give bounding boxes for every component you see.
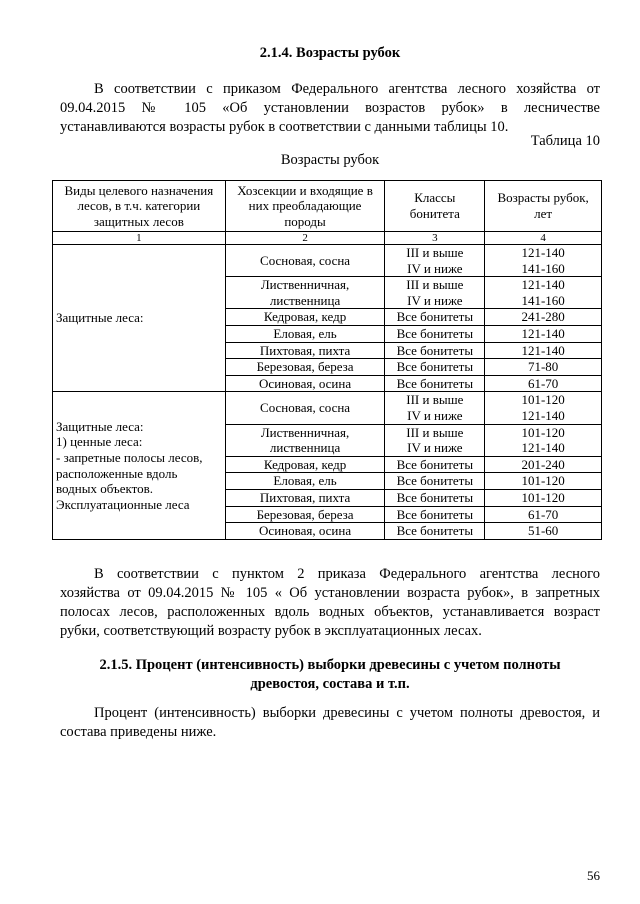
table-row — [53, 245, 602, 277]
col-number: 3 — [385, 232, 485, 245]
class-cell-line: Все бонитеты — [396, 456, 474, 472]
header-section: Хозсекции и входящие в них преобладающие породы — [225, 181, 385, 232]
age-cell-line: 101-120 — [521, 473, 565, 489]
section-cell-line: Пихтовая, пихта — [259, 489, 351, 505]
section-cell — [225, 489, 385, 506]
class-cell — [385, 424, 485, 456]
purpose-cell — [53, 245, 226, 392]
class-cell — [385, 473, 485, 490]
age-cell-line: 121-140 — [521, 407, 565, 423]
section-cell-line: Березовая, береза — [256, 359, 354, 375]
section-cell — [225, 277, 385, 309]
table-header-row — [53, 181, 602, 232]
intro-line: В соответствии с приказом Федерального агентства лесного хозяйства от — [94, 81, 600, 97]
class-cell-line: Все бонитеты — [396, 506, 474, 522]
class-cell-line: III и выше — [406, 392, 464, 408]
class-cell-line: IV и ниже — [407, 292, 463, 308]
purpose-line: Защитные леса: — [56, 418, 144, 434]
section-cell — [225, 375, 385, 392]
section-cell — [225, 245, 385, 277]
class-cell — [385, 359, 485, 376]
purpose-line: 1) ценные леса: — [56, 434, 143, 450]
age-cell-line: 141-160 — [521, 260, 565, 276]
section-cell-line: лиственница — [269, 292, 341, 308]
intro-line: устанавливаются возрасты рубок в соответствии с данными таблицы 10. — [60, 119, 509, 135]
class-cell — [385, 489, 485, 506]
section-cell — [225, 473, 385, 490]
age-cell-line: 121-140 — [521, 440, 565, 456]
class-cell-line: III и выше — [406, 424, 464, 440]
section-cell-line: Сосновая, сосна — [260, 252, 351, 268]
age-cell-line: 121-140 — [521, 325, 565, 341]
age-cell-line: 61-70 — [527, 375, 559, 391]
section-cell-line: Кедровая, кедр — [263, 456, 347, 472]
section-2-1-5-line: Процент (интенсивность) выборки древесины с учетом полноты древостоя, и — [94, 705, 600, 721]
purpose-line: водных объектов. — [56, 481, 154, 497]
age-cell — [485, 392, 602, 424]
class-cell-line: III и выше — [406, 277, 464, 293]
class-cell — [385, 309, 485, 326]
class-cell — [385, 325, 485, 342]
class-cell — [385, 277, 485, 309]
intro-line: 09.04.2015 № 105 «Об установлении возрастов рубок» в лесничестве — [60, 100, 600, 116]
age-cell-line: 121-140 — [521, 277, 565, 293]
section-cell — [225, 342, 385, 359]
section-title-line: 2.1.5. Процент (интенсивность) выборки древесины с учетом полноты — [99, 657, 561, 673]
section-cell-line: Лиственничная, — [260, 277, 350, 293]
purpose-line: - запретные полосы лесов, — [56, 449, 203, 465]
section-cell — [225, 506, 385, 523]
class-cell — [385, 456, 485, 473]
section-cell — [225, 456, 385, 473]
class-cell-line: Все бонитеты — [396, 523, 474, 539]
section-cell — [225, 424, 385, 456]
age-cell — [485, 523, 602, 540]
age-cell — [485, 506, 602, 523]
class-cell — [385, 342, 485, 359]
class-cell — [385, 523, 485, 540]
post-table-line: В соответствии с пунктом 2 приказа Федерального агентства лесного — [94, 566, 600, 582]
section-cell-line: Осиновая, осина — [259, 375, 352, 391]
section-cell — [225, 523, 385, 540]
header-age: Возрасты рубок, лет — [485, 181, 602, 232]
section-title-2-1-5 — [60, 656, 600, 694]
age-cell — [485, 342, 602, 359]
column-number-row — [53, 232, 602, 245]
post-table-line: полосах лесов, расположенных вдоль водных объектов, устанавливается возраст — [60, 604, 600, 620]
class-cell-line: Все бонитеты — [396, 359, 474, 375]
age-cell-line: 201-240 — [521, 456, 565, 472]
purpose-line: расположенные вдоль — [56, 465, 178, 481]
age-cell — [485, 359, 602, 376]
section-cell-line: Осиновая, осина — [259, 523, 352, 539]
age-cell — [485, 375, 602, 392]
age-cell-line: 141-160 — [521, 292, 565, 308]
section-cell-line: Еловая, ель — [273, 325, 337, 341]
table-row — [53, 392, 602, 424]
age-cell-line: 71-80 — [527, 359, 559, 375]
section-cell-line: Березовая, береза — [256, 506, 354, 522]
intro-paragraph — [60, 80, 600, 137]
post-table-line: хозяйства от 09.04.2015 № 105 « Об установлении возраста рубок», в запретных — [60, 585, 600, 601]
header-class: Классы бонитета — [385, 181, 485, 232]
age-cell-line: 101-120 — [521, 392, 565, 408]
age-cell-line: 101-120 — [521, 489, 565, 505]
class-cell-line: Все бонитеты — [396, 325, 474, 341]
class-cell-line: Все бонитеты — [396, 375, 474, 391]
page-number: 56 — [587, 868, 600, 883]
age-cell-line: 241-280 — [521, 309, 565, 325]
section-cell-line: Кедровая, кедр — [263, 309, 347, 325]
class-cell-line: Все бонитеты — [396, 489, 474, 505]
age-cell-line: 61-70 — [527, 506, 559, 522]
cutting-ages-table — [52, 180, 602, 540]
section-cell — [225, 392, 385, 424]
class-cell-line: III и выше — [406, 245, 464, 260]
section-title-2-1-4: 2.1.4. Возрасты рубок — [259, 45, 401, 61]
post-table-paragraph — [60, 565, 600, 641]
table-number: Таблица 10 — [530, 133, 600, 149]
post-table-line: рубки, соответствующий возрасту рубок в эксплуатационных лесах. — [60, 623, 482, 639]
age-cell-line: 101-120 — [521, 424, 565, 440]
purpose-line: Защитные леса: — [56, 310, 144, 326]
class-cell-line: Все бонитеты — [396, 342, 474, 358]
age-cell — [485, 424, 602, 456]
age-cell — [485, 309, 602, 326]
class-cell-line: IV и ниже — [407, 407, 463, 423]
section-cell-line: Сосновая, сосна — [260, 400, 351, 416]
header-purpose: Виды целевого назначения лесов, в т.ч. категории защитных лесов — [53, 181, 226, 232]
col-number: 4 — [485, 232, 602, 245]
section-cell-line: Пихтовая, пихта — [259, 342, 351, 358]
col-number: 2 — [225, 232, 385, 245]
class-cell-line: Все бонитеты — [396, 309, 474, 325]
age-cell — [485, 245, 602, 277]
purpose-cell — [53, 392, 226, 539]
purpose-line: Эксплуатационные леса — [56, 496, 190, 512]
section-cell-line: Еловая, ель — [273, 473, 337, 489]
age-cell — [485, 456, 602, 473]
section-cell-line: лиственница — [269, 440, 341, 456]
age-cell — [485, 473, 602, 490]
age-cell-line: 121-140 — [521, 342, 565, 358]
class-cell — [385, 245, 485, 277]
age-cell — [485, 325, 602, 342]
section-cell — [225, 325, 385, 342]
class-cell-line: IV и ниже — [407, 260, 463, 276]
age-cell — [485, 489, 602, 506]
age-cell — [485, 277, 602, 309]
section-cell-line: Лиственничная, — [260, 424, 350, 440]
age-cell-line: 121-140 — [521, 245, 565, 260]
class-cell — [385, 375, 485, 392]
table-body — [53, 245, 602, 540]
section-2-1-5-paragraph — [60, 704, 600, 742]
class-cell — [385, 392, 485, 424]
section-2-1-5-line: состава приведены ниже. — [60, 724, 217, 740]
class-cell-line: Все бонитеты — [396, 473, 474, 489]
age-cell-line: 51-60 — [527, 523, 559, 539]
class-cell — [385, 506, 485, 523]
class-cell-line: IV и ниже — [407, 440, 463, 456]
section-cell — [225, 359, 385, 376]
table-caption: Возрасты рубок — [280, 152, 380, 168]
section-cell — [225, 309, 385, 326]
section-title-line: древостоя, состава и т.п. — [250, 676, 410, 692]
col-number: 1 — [53, 232, 226, 245]
